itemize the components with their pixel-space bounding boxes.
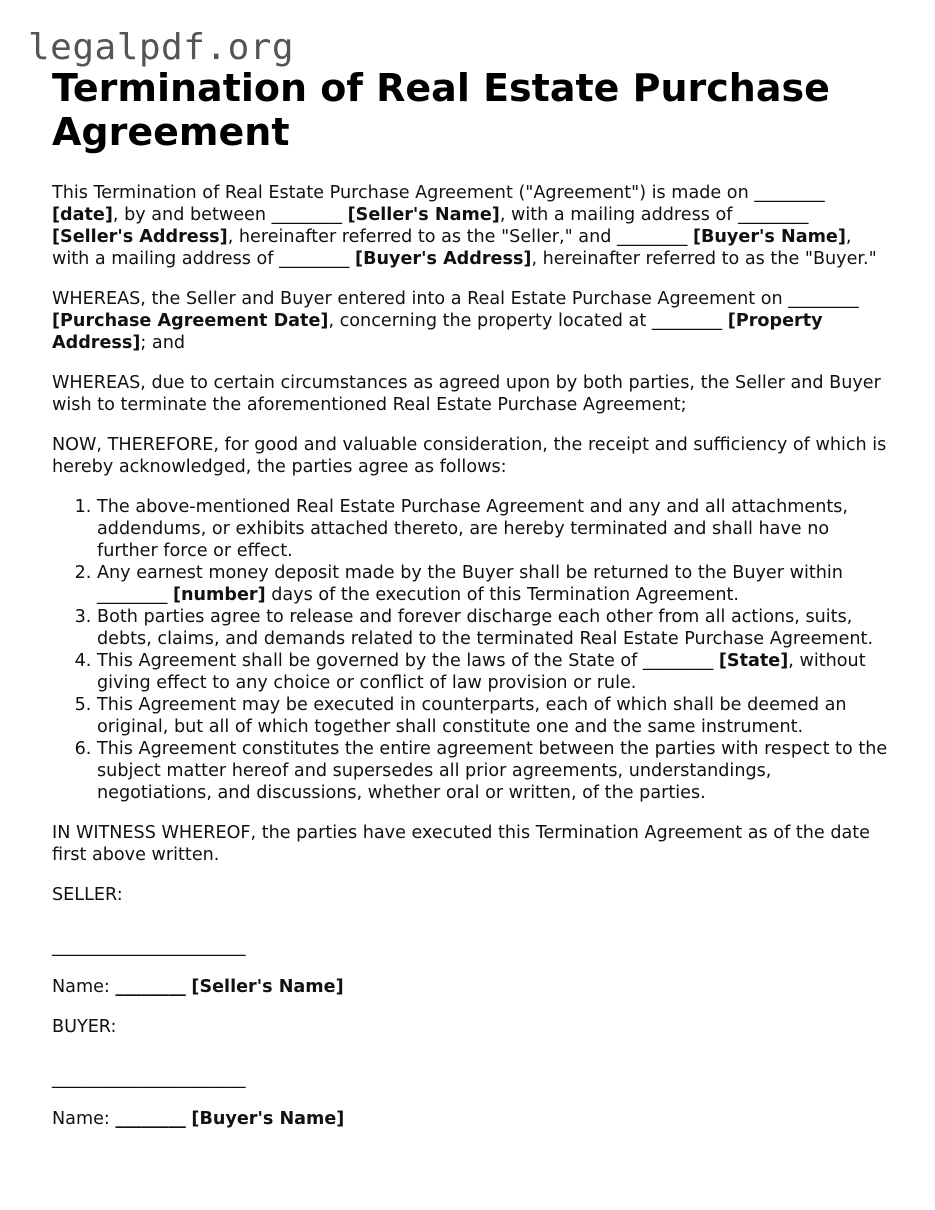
state-label: [State]: [718, 651, 789, 671]
buyer-heading: BUYER:: [52, 1017, 117, 1037]
state-blank: ________: [642, 651, 714, 671]
seller-address-label: [Seller's Address]: [52, 227, 228, 247]
list-item: 1. The above-mentioned Real Estate Purchase Agreement and any and all attachments, addendums, or exhibits attached thereto, are hereby terminated and shall have no further force or effect.: [97, 496, 888, 562]
document-body: [52, 66, 888, 1130]
whereas-paragraph-2: WHEREAS, due to certain circumstances as agreed upon by both parties, the Seller and Buyer wish to terminate the aforementioned Real Estate Purchase Agreement;: [52, 373, 881, 415]
whereas1-text-2: , concerning the property located at: [328, 311, 652, 331]
buyer-name-blank: ________: [616, 227, 688, 247]
list-item: [97, 650, 888, 694]
buyer-signature-line: ______________________: [52, 1069, 246, 1089]
buyer-address-label: [Buyer's Address]: [355, 249, 532, 269]
buyer-name-label: [Buyer's Name]: [692, 227, 846, 247]
date-label: [date]: [52, 205, 113, 225]
intro-text-3: , with a mailing address of: [499, 205, 739, 225]
buyer-name-sig-label: [Buyer's Name]: [191, 1109, 345, 1129]
seller-heading: SELLER:: [52, 885, 123, 905]
list-item: 5. This Agreement may be executed in counterparts, each of which shall be deemed an original, but all of which together shall constitute one and the same instrument.: [97, 694, 888, 738]
item4-text-1: This Agreement shall be governed by the laws of the State of: [97, 651, 643, 671]
watermark: legalpdf.org: [28, 27, 295, 68]
buyer-address-blank: ________: [279, 249, 350, 269]
list-item: 3. Both parties agree to release and forever discharge each other from all actions, suits, debts, claims, and demands related to the terminated Real Estate Purchase Agreement.: [97, 606, 888, 650]
intro-paragraph: [52, 182, 888, 270]
seller-signature-line: ______________________: [52, 937, 246, 957]
intro-text-1: This Termination of Real Estate Purchase Agreement ("Agreement") is made on: [52, 183, 755, 203]
property-address-label: [Property Address]: [52, 311, 823, 353]
number-label: [number]: [172, 585, 266, 605]
list-item: 6. This Agreement constitutes the entire agreement between the parties with respect to the subject matter hereof and supersedes all prior agreements, understandings, negotiations, and discussions, whether oral or written, of the parties.: [97, 738, 888, 804]
property-blank: ________: [651, 311, 723, 331]
list-item: [97, 562, 888, 606]
now-therefore-paragraph: NOW, THEREFORE, for good and valuable consideration, the receipt and sufficiency of which is hereby acknowledged, the parties agree as follows:: [52, 435, 887, 477]
intro-text-4: , hereinafter referred to as the "Seller," and: [227, 227, 617, 247]
number-blank: ________: [97, 585, 168, 605]
seller-name-blank-sig: ________: [115, 977, 186, 997]
item2-text-2: days of the execution of this Termination Agreement.: [265, 585, 740, 605]
document-title: Termination of Real Estate Purchase Agreement: [52, 66, 830, 154]
whereas1-text-1: WHEREAS, the Seller and Buyer entered into a Real Estate Purchase Agreement on: [52, 289, 789, 309]
date-blank: ________: [754, 183, 825, 203]
seller-name-line: [52, 976, 888, 998]
item2-text-1: Any earnest money deposit made by the Buyer shall be returned to the Buyer within: [97, 563, 843, 583]
purchase-date-blank: ________: [788, 289, 859, 309]
item4-text-2: , without giving effect to any choice or conflict of law provision or rule.: [97, 651, 866, 693]
seller-name-blank: ________: [271, 205, 343, 225]
seller-name-sig-label: [Seller's Name]: [191, 977, 344, 997]
buyer-name-prefix: Name:: [52, 1109, 116, 1129]
terms-list: [52, 496, 888, 804]
whereas-paragraph-1: [52, 288, 888, 354]
whereas1-text-3: ; and: [140, 333, 186, 353]
intro-text-5: , with a mailing address of: [52, 227, 852, 269]
buyer-name-blank-sig: ________: [115, 1109, 186, 1129]
seller-name-label: [Seller's Name]: [347, 205, 500, 225]
witness-paragraph: IN WITNESS WHEREOF, the parties have executed this Termination Agreement as of the date first above written.: [52, 823, 870, 865]
seller-address-blank: ________: [738, 205, 809, 225]
buyer-name-line: [52, 1108, 888, 1130]
intro-text-6: , hereinafter referred to as the "Buyer.": [531, 249, 877, 269]
seller-name-prefix: Name:: [52, 977, 116, 997]
purchase-date-label: [Purchase Agreement Date]: [52, 311, 329, 331]
intro-text-2: , by and between: [112, 205, 272, 225]
